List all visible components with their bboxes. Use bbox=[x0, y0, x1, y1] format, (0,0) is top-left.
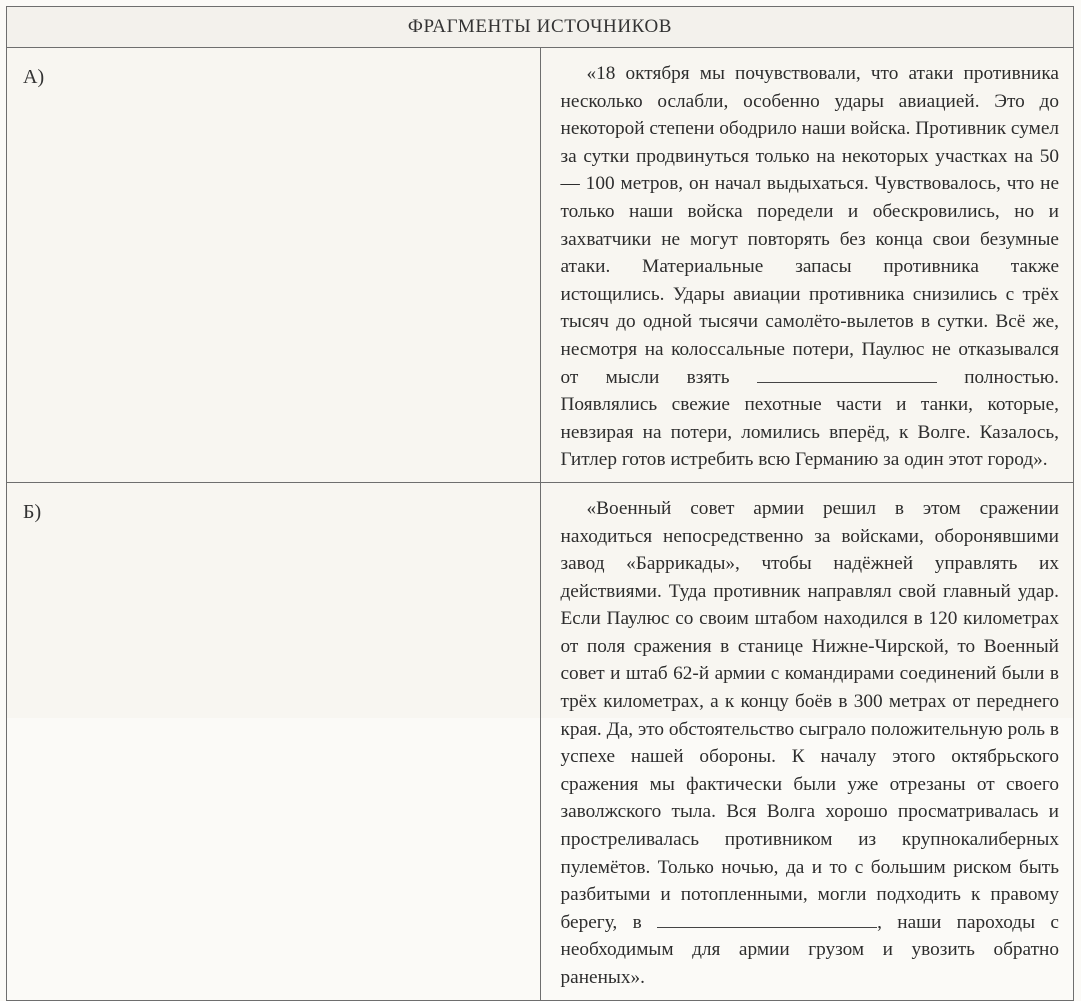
fragment-cell-b bbox=[540, 482, 1074, 1000]
fragment-b-text-after-blank: , наши пароходы с необходимым для армии грузом и увозить обратно раненых». bbox=[560, 911, 1059, 988]
fragment-a-text-before-blank: «18 октября мы почувствовали, что атаки противника несколько ослабли, особенно удары авиацией. Это до некоторой степени ободрило наши войска. Противник сумел за сутки продвинуться только на некоторых участках на 50 — 100 метров, он начал выдыхаться. Чувствовалось, что не только наши войска поредели и обескровились, но и захватчики не могут повторять без конца свои безумные атаки. Материальные запасы противника также истощились. Удары авиации противника снизились с трёх тысяч до одной тысячи самолёто-вылетов в сутки. Всё же, несмотря на колоссальные потери, Паулюс не отказывался от мысли взять bbox=[560, 63, 1059, 388]
fragment-a-blank bbox=[757, 366, 937, 383]
fragment-a-text-after-blank: полностью. Появлялись свежие пехотные части и танки, которые, невзирая на потери, ломились вперёд, к Волге. Казалось, Гитлер готов истребить всю Германию за один этот город». bbox=[560, 366, 1059, 471]
fragment-label-b: Б) bbox=[7, 482, 541, 1000]
fragment-b-text-before-blank: «Военный совет армии решил в этом сражении находиться непосредственно за войсками, оборонявшими завод «Баррикады», чтобы надёжней управлять их действиями. Туда противник направлял свой главный удар. Если Паулюс со своим штабом находился в 120 километрах от поля сражения в станице Нижне-Чирской, то Военный совет и штаб 62-й армии с командирами соединений были в трёх километрах, а к концу боёв в 300 метрах от переднего края. Да, это обстоятельство сыграло положительную роль в успехе нашей обороны. К началу этого октябрьского сражения мы фактически были уже отрезаны от своего заволжского тыла. Вся Волга хорошо просматривалась и простреливалась противником из крупнокалиберных пулемётов. Только ночью, да и то с большим риском быть разбитыми и потопленными, могли подходить к правому берегу, в bbox=[560, 497, 1059, 933]
fragment-row-b bbox=[7, 482, 1074, 1000]
table-title: ФРАГМЕНТЫ ИСТОЧНИКОВ bbox=[7, 7, 1074, 48]
fragment-b-blank bbox=[657, 911, 877, 928]
header-row bbox=[7, 7, 1074, 48]
fragment-text-b bbox=[561, 495, 1060, 992]
sources-table bbox=[6, 6, 1074, 1001]
fragment-row-a bbox=[7, 48, 1074, 483]
fragment-cell-a bbox=[540, 48, 1074, 483]
fragment-label-a: А) bbox=[7, 48, 541, 483]
fragment-text-a bbox=[561, 60, 1060, 474]
sources-sheet bbox=[6, 6, 1074, 988]
